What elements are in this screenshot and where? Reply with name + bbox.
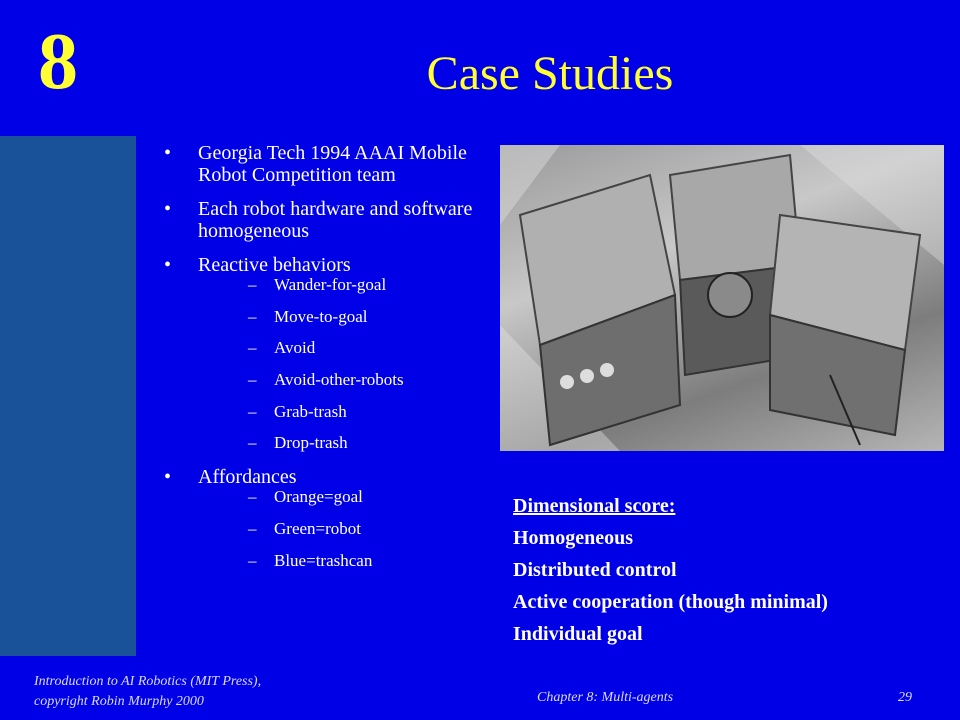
footer-chapter: Chapter 8: Multi-agents: [537, 690, 674, 705]
sub-bullet-item: – Orange=goal: [198, 488, 502, 507]
bullet-item: [162, 142, 502, 186]
robot-photo: [500, 145, 944, 451]
dimensional-score-line: Individual goal: [513, 623, 643, 645]
footer-copyright-line: copyright Robin Murphy 2000: [34, 694, 204, 709]
sub-bullet-item: – Drop-trash: [198, 434, 502, 453]
sub-bullet-item: – Wander-for-goal: [198, 276, 502, 295]
page-number: 29: [898, 690, 912, 705]
sub-bullet-item: – Avoid-other-robots: [198, 371, 502, 390]
chapter-number: 8: [38, 18, 78, 106]
sub-bullet-list: [198, 276, 502, 453]
footer-copyright-line: Introduction to AI Robotics (MIT Press),: [34, 674, 262, 689]
dimensional-score-heading: Dimensional score:: [513, 495, 676, 517]
sub-bullet-item: – Move-to-goal: [198, 308, 502, 327]
footer-copyright: [34, 672, 261, 712]
sub-bullet-list: [198, 488, 502, 570]
bullet-text: Each robot hardware and software homogeneous: [198, 198, 473, 242]
bullet-text: Georgia Tech 1994 AAAI Mobile Robot Competition team: [198, 142, 467, 186]
dimensional-score-line: Active cooperation (though minimal): [513, 591, 828, 613]
sub-bullet-item: – Blue=trashcan: [198, 552, 502, 571]
bullet-text: Affordances: [198, 466, 297, 489]
bullet-item: [162, 466, 502, 570]
bullet-text: Reactive behaviors: [198, 254, 351, 276]
sub-bullet-item: – Green=robot: [198, 520, 502, 539]
side-band: [0, 136, 136, 656]
bullet-item: [162, 198, 502, 242]
sub-bullet-item: – Avoid: [198, 339, 502, 358]
bullet-list: [162, 142, 502, 583]
dimensional-score: [513, 490, 828, 650]
robot-photo-illustration: [500, 145, 944, 451]
dimensional-score-line: Homogeneous: [513, 527, 633, 549]
slide-title: Case Studies: [426, 47, 674, 100]
bullet-item: [162, 254, 502, 453]
sub-bullet-item: – Grab-trash: [198, 403, 502, 422]
dimensional-score-line: Distributed control: [513, 559, 677, 581]
